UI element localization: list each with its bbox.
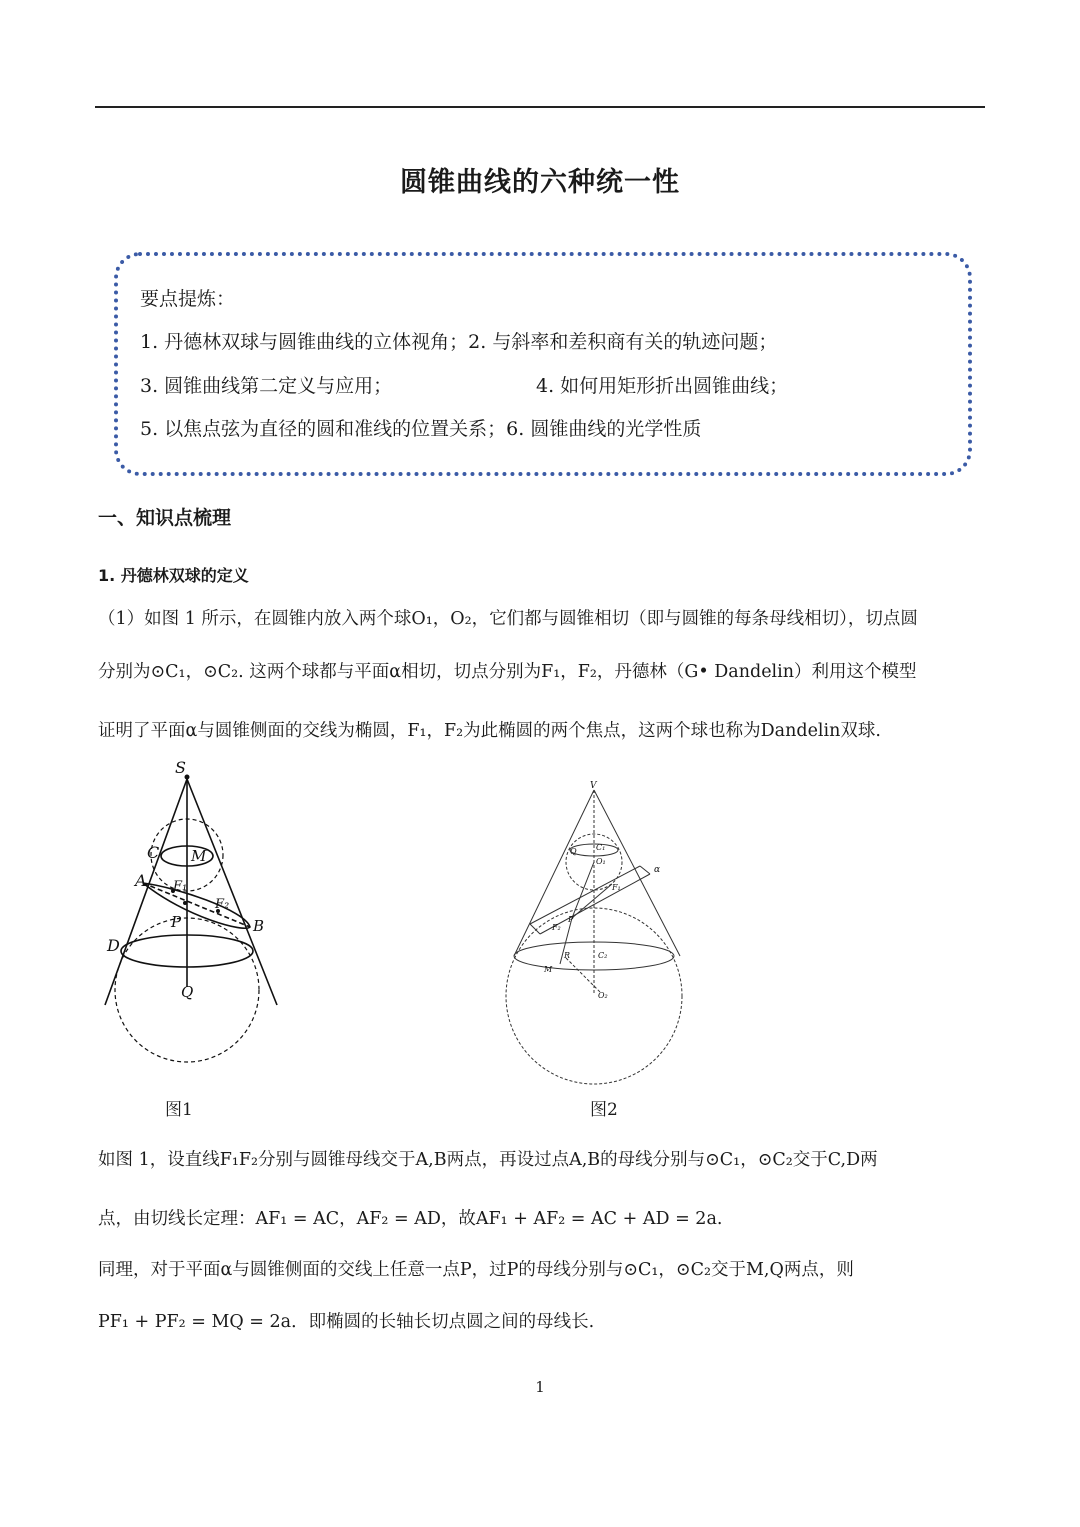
- key-point-line-2a: 3. 圆锥曲线第二定义与应用；: [140, 375, 393, 397]
- fig2-label-C1: C₁: [596, 843, 606, 852]
- key-point-line-1: 1. 丹德林双球与圆锥曲线的立体视角；2. 与斜率和差积商有关的轨迹问题；: [140, 331, 778, 353]
- fig2-label-F2: F₂: [552, 923, 561, 932]
- fig2-label-Q: Q: [570, 847, 577, 856]
- fig1-label-B: B: [253, 917, 265, 935]
- paragraph1-line2: 分别为⊙C₁，⊙C₂. 这两个球都与平面α相切，切点分别为F₁，F₂，丹德林（G• Dandelin）利用这个模型: [98, 662, 917, 682]
- paragraph3-line2: PF₁ + PF₂ = MQ = 2a．即椭圆的长轴长切点圆之间的母线长.: [98, 1312, 595, 1332]
- fig1-label-A: A: [135, 871, 147, 890]
- paragraph3-line1: 同理，对于平面α与圆锥侧面的交线上任意一点P，过P的母线分别与⊙C₁，⊙C₂交于M,Q两点，则: [98, 1260, 854, 1280]
- fig2-label-C2: C₂: [598, 951, 608, 960]
- fig1-label-Q: Q: [181, 983, 194, 1001]
- figure1-diagram: [95, 755, 295, 1065]
- paragraph1-line3: 证明了平面α与圆锥侧面的交线为椭圆，F₁，F₂为此椭圆的两个焦点，这两个球也称为Dandelin双球.: [98, 721, 881, 741]
- page-title: 圆锥曲线的六种统一性: [400, 167, 680, 198]
- fig1-label-M: M: [191, 847, 207, 865]
- fig1-label-C: C: [147, 843, 160, 862]
- key-point-line-3: 5. 以焦点弦为直径的圆和准线的位置关系；6. 圆锥曲线的光学性质: [140, 418, 702, 440]
- fig2-label-R: R: [564, 951, 571, 960]
- header-rule: [95, 106, 985, 108]
- subsection-heading: 1. 丹德林双球的定义: [98, 566, 249, 585]
- fig2-label-F1: F₁: [612, 883, 621, 892]
- paragraph2-line2: 点，由切线长定理：AF₁ = AC，AF₂ = AD，故AF₁ + AF₂ = AC + AD = 2a.: [98, 1209, 723, 1229]
- key-points-heading: 要点提炼：: [140, 288, 236, 310]
- key-point-line-2b: 4. 如何用矩形折出圆锥曲线；: [536, 375, 789, 397]
- figure2-diagram: [500, 778, 700, 1088]
- fig1-label-D: D: [107, 936, 120, 955]
- fig1-label-P: P: [171, 913, 182, 931]
- fig1-label-F1: F₁: [173, 879, 188, 894]
- key-points-box: [114, 252, 972, 476]
- fig2-label-alpha: α: [654, 865, 661, 875]
- figure2-caption: 图2: [590, 1100, 618, 1120]
- figure1-caption: 图1: [165, 1100, 193, 1120]
- fig2-label-V: V: [590, 781, 597, 791]
- fig2-label-O1: O₁: [596, 857, 606, 866]
- fig1-label-S: S: [175, 758, 186, 777]
- section-heading: 一、知识点梳理: [98, 507, 232, 529]
- fig2-label-O2: O₂: [598, 991, 608, 1000]
- paragraph2-line1: 如图 1，设直线F₁F₂分别与圆锥母线交于A,B两点，再设过点A,B的母线分别与⊙C₁，⊙C₂交于C,D两: [98, 1150, 878, 1170]
- paragraph1-line1: （1）如图 1 所示，在圆锥内放入两个球O₁，O₂，它们都与圆锥相切（即与圆锥的每条母线相切），切点圆: [98, 609, 918, 629]
- page-number: 1: [535, 1378, 545, 1396]
- fig1-label-F2: F₂: [215, 897, 230, 912]
- fig2-label-M: M: [544, 965, 553, 974]
- fig2-label-P: P: [568, 915, 574, 924]
